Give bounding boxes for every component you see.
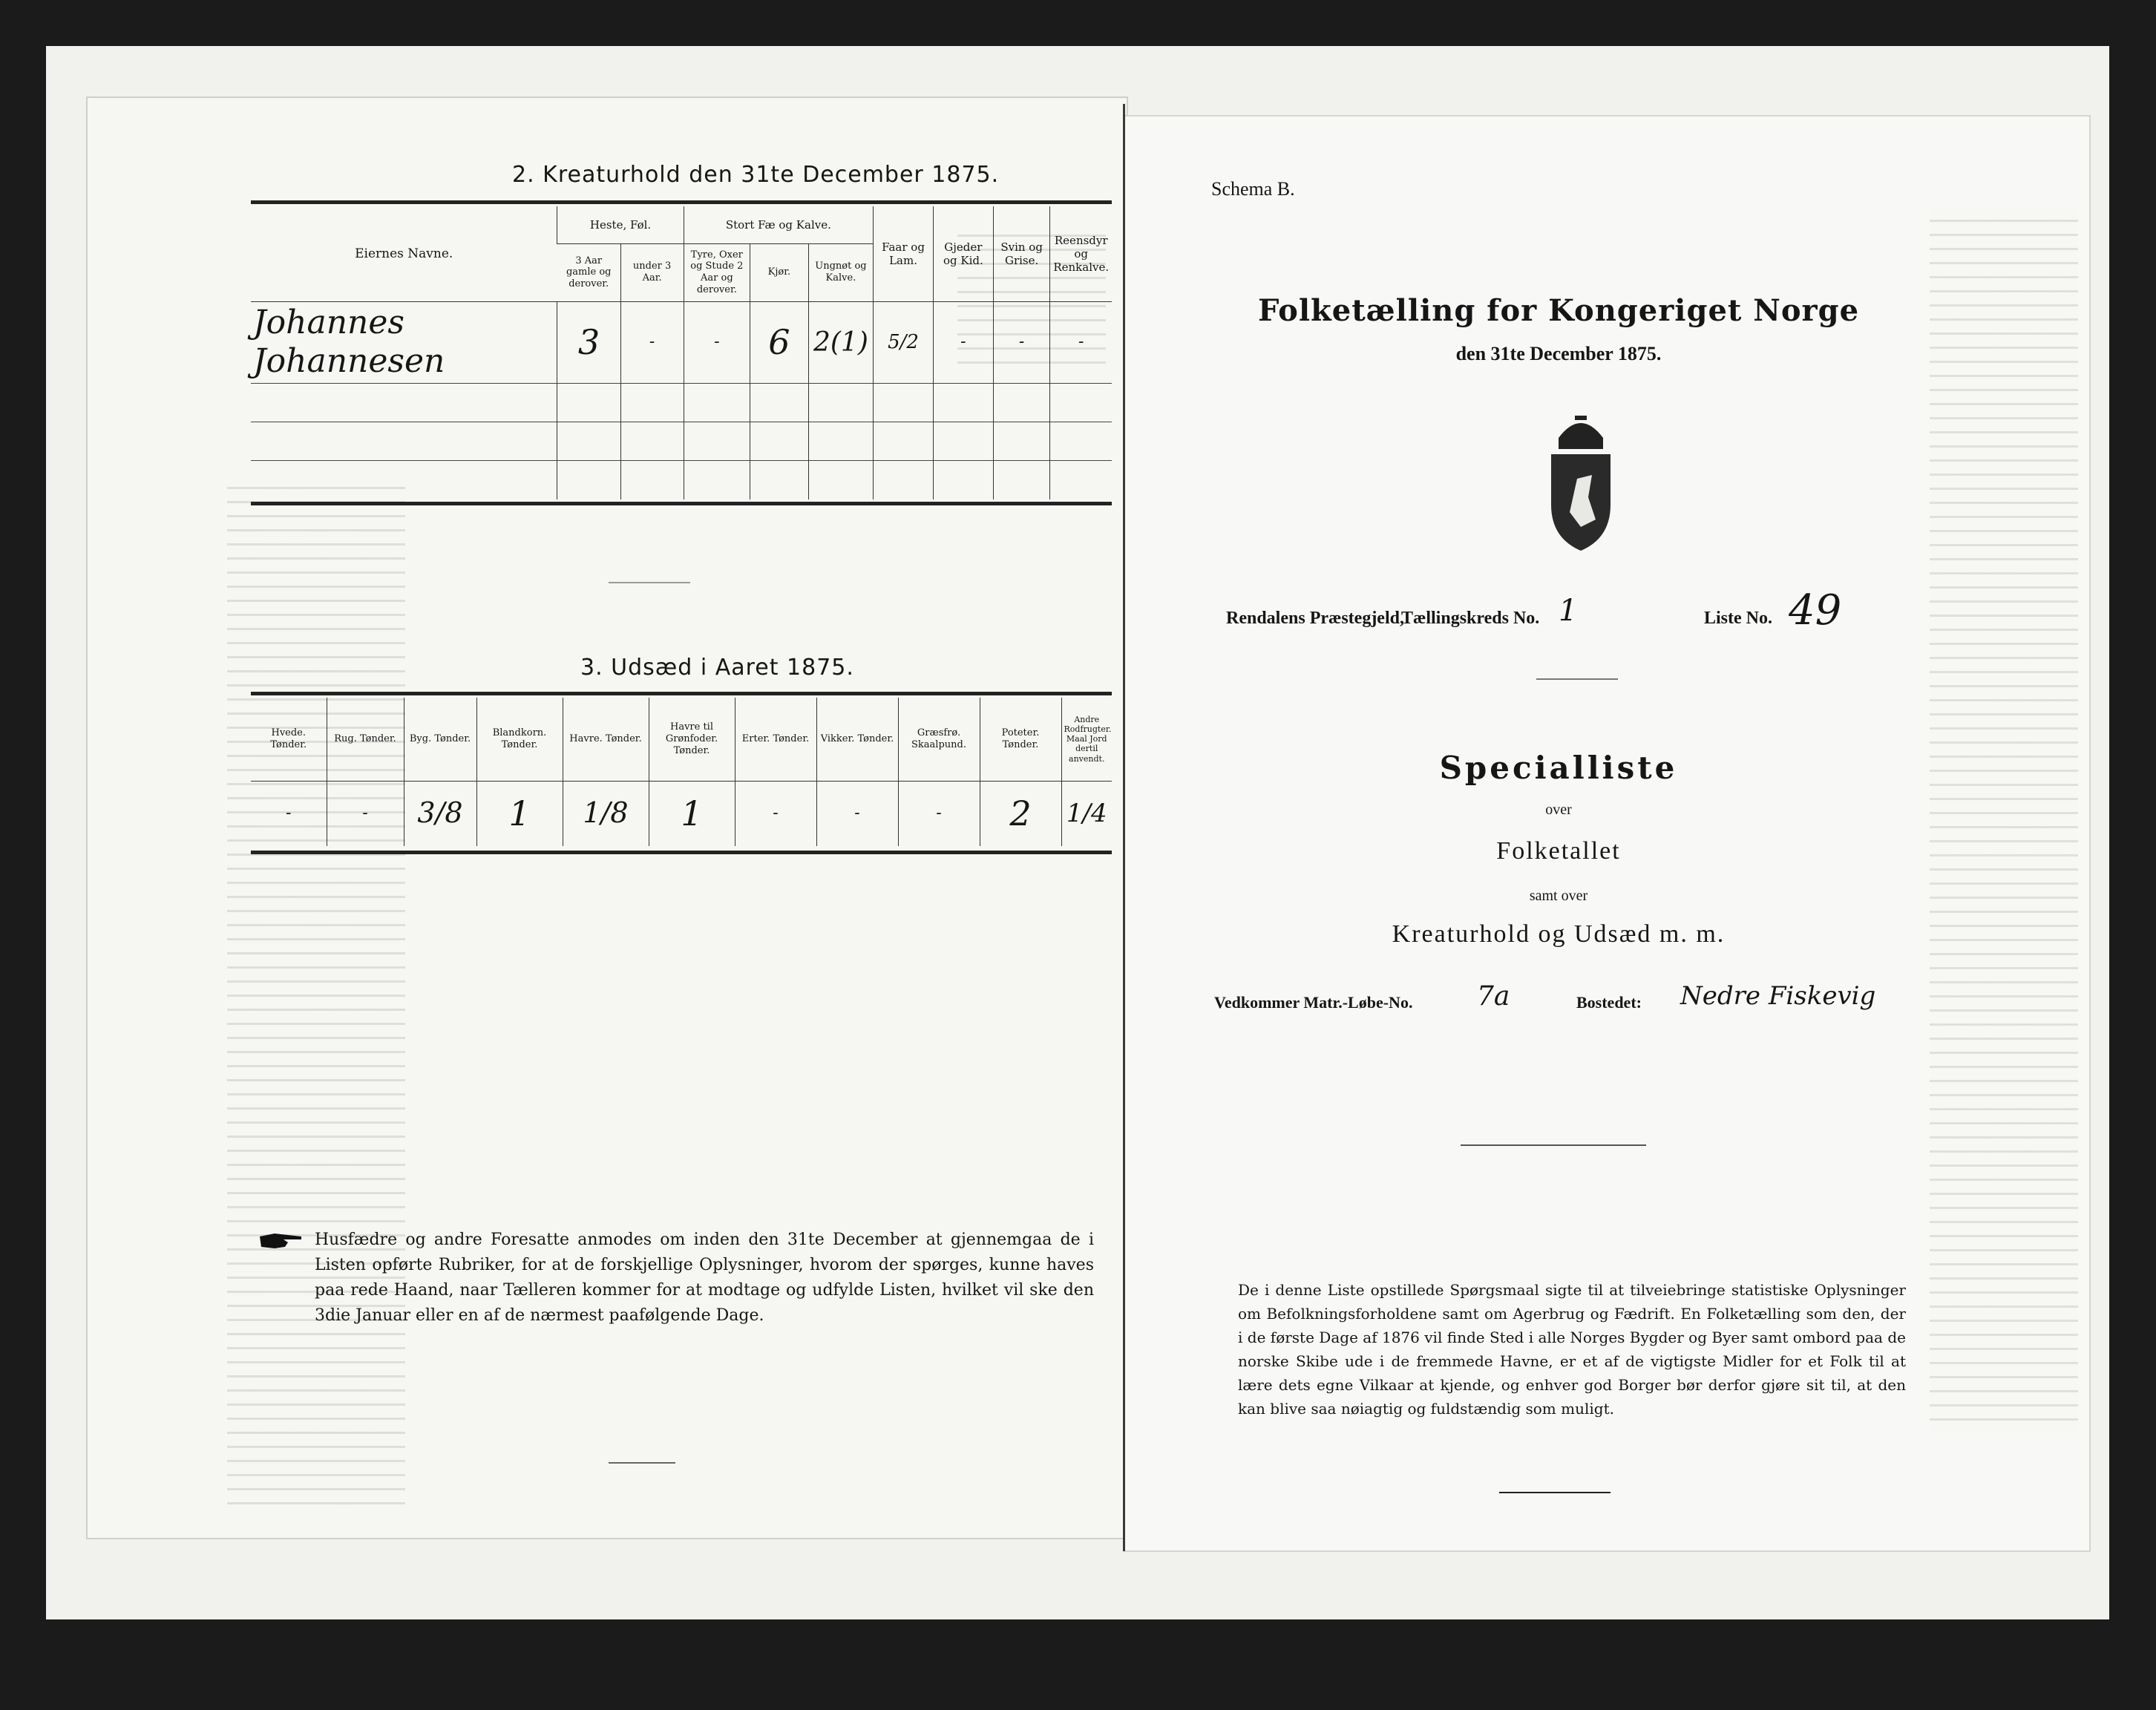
cadastre-value: 7a: [1477, 981, 1510, 1012]
seed-table: [251, 698, 1112, 846]
value-goats: -: [933, 301, 993, 384]
section3-top-rule: [251, 692, 1112, 695]
value-horses-under3: -: [620, 301, 684, 384]
value-cows: 6: [750, 301, 809, 384]
parish-label: Rendalens Præstegjeld,: [1226, 609, 1404, 628]
col-cows: Kjør.: [750, 243, 809, 301]
col-barley: Byg. Tønder.: [404, 698, 476, 781]
value-sheep: 5/2: [874, 301, 934, 384]
value-potatoes: 2: [980, 781, 1061, 846]
value-mixed-grain: 1: [476, 781, 563, 846]
residence-label: Bostedet:: [1576, 993, 1642, 1012]
col-peas: Erter. Tønder.: [735, 698, 816, 781]
value-reindeer: -: [1050, 301, 1112, 384]
list-label: Liste No.: [1704, 609, 1772, 628]
col-vetch: Vikker. Tønder.: [816, 698, 898, 781]
col-reindeer-header: Reensdyr og Renkalve.: [1050, 206, 1112, 301]
col-grass-seed: Græsfrø. Skaalpund.: [898, 698, 980, 781]
col-goats-header: Gjeder og Kid.: [933, 206, 993, 301]
col-green-fodder: Havre til Grønfoder. Tønder.: [649, 698, 735, 781]
list-value: 49: [1789, 586, 1842, 635]
value-bulls-oxen: -: [684, 301, 750, 384]
section2-top-rule: [251, 200, 1112, 204]
divider-long: [1461, 1144, 1646, 1146]
section3-title: 3. Udsæd i Aaret 1875.: [580, 655, 854, 681]
bleed-column-right: [1930, 208, 2078, 1432]
col-wheat: Hvede. Tønder.: [251, 698, 327, 781]
col-horses-header: Heste, Føl.: [557, 206, 684, 243]
owner-name-cell: Johannes Johannesen: [253, 303, 445, 381]
col-other-roots: Andre Rodfrugter. Maal Jord dertil anvendt.: [1061, 698, 1112, 781]
footer-dash-left: [609, 1462, 675, 1464]
col-bulls-oxen: Tyre, Oxer og Stude 2 Aar og derover.: [684, 243, 750, 301]
col-rye: Rug. Tønder.: [327, 698, 404, 781]
divider-short: [1536, 678, 1618, 680]
residence-value: Nedre Fiskevig: [1680, 981, 1876, 1011]
divider-dash: [609, 582, 690, 583]
census-purpose-paragraph: De i denne Liste opstillede Spørgsmaal sigte til at tilveiebringe statistiske Oplysninger om Befolkningsforholdene samt om Agerbrug og Fædrift. En Folketælling som den, der i de første Dage af 1876 vil finde Sted i alle Norges Bygder og Byer samt ombord paa de norske Skibe ude i de fremmede Havne, er et af de vigtigste Midler for et Folk til at lære dets egne Vilkaar at kjende, og enhver god Borger bør derfor gjøre sit til, at den kan blive saa nøiagtig og fuldstændig som muligt.: [1238, 1281, 1906, 1418]
special-list-heading: Specialliste: [1439, 750, 1678, 786]
norway-coat-of-arms-icon: [1536, 408, 1625, 557]
householder-notice: Husfædre og andre Foresatte anmodes om inden den 31te December at gjennemgaa de i Listen opførte Rubriker, for at de forskjellige Oplysninger, hvorom der spørges, kunne haves paa rede Haand, naar Tælleren kommer for at modtage og udfylde Listen, hvilket vil ske den 3die Januar eller en af de nærmest paafølgende Dage.: [315, 1231, 1094, 1325]
population-heading: Folketallet: [1496, 837, 1621, 865]
district-value: 1: [1559, 594, 1578, 628]
value-barley: 3/8: [404, 781, 476, 846]
value-rye: -: [327, 781, 404, 846]
value-horses-3yr: 3: [557, 301, 620, 384]
col-horses-under3: under 3 Aar.: [620, 243, 684, 301]
schema-label: Schema B.: [1211, 178, 1295, 200]
value-vetch: -: [816, 781, 898, 846]
col-potatoes: Poteter. Tønder.: [980, 698, 1061, 781]
cadastre-label: Vedkommer Matr.-Løbe-No.: [1214, 993, 1413, 1012]
district-label: Tællingskreds No.: [1401, 609, 1540, 628]
value-peas: -: [735, 781, 816, 846]
livestock-seed-heading: Kreaturhold og Udsæd m. m.: [1392, 920, 1726, 948]
section2-title: 2. Kreaturhold den 31te December 1875.: [512, 162, 1000, 188]
col-sheep-header: Faar og Lam.: [874, 206, 934, 301]
col-oats: Havre. Tønder.: [563, 698, 649, 781]
over-text: over: [1545, 802, 1572, 818]
census-title: Folketælling for Kongeriget Norge: [1257, 293, 1860, 328]
livestock-table: [251, 206, 1112, 499]
col-mixed-grain: Blandkorn. Tønder.: [476, 698, 563, 781]
section2-bottom-rule: [251, 502, 1112, 505]
col-owner-header: Eiernes Navne.: [251, 206, 557, 301]
col-young-cattle: Ungnøt og Kalve.: [808, 243, 873, 301]
page-fold: [1123, 104, 1125, 1551]
bleed-column-left: [227, 475, 405, 1514]
col-horses-3yr: 3 Aar gamle og derover.: [557, 243, 620, 301]
col-cattle-header: Stort Fæ og Kalve.: [684, 206, 873, 243]
value-grass-seed: -: [898, 781, 980, 846]
value-green-fodder: 1: [649, 781, 735, 846]
value-oats: 1/8: [563, 781, 649, 846]
also-over-text: samt over: [1529, 888, 1588, 904]
census-date: den 31te December 1875.: [1455, 343, 1662, 364]
col-pigs-header: Svin og Grise.: [993, 206, 1050, 301]
section3-bottom-rule: [251, 851, 1112, 854]
value-young-cattle: 2(1): [808, 301, 873, 384]
divider-footer: [1499, 1492, 1611, 1493]
pointing-hand-icon: [258, 1231, 304, 1251]
value-other-roots: 1/4: [1061, 781, 1112, 846]
value-wheat: -: [286, 804, 292, 823]
value-pigs: -: [993, 301, 1050, 384]
